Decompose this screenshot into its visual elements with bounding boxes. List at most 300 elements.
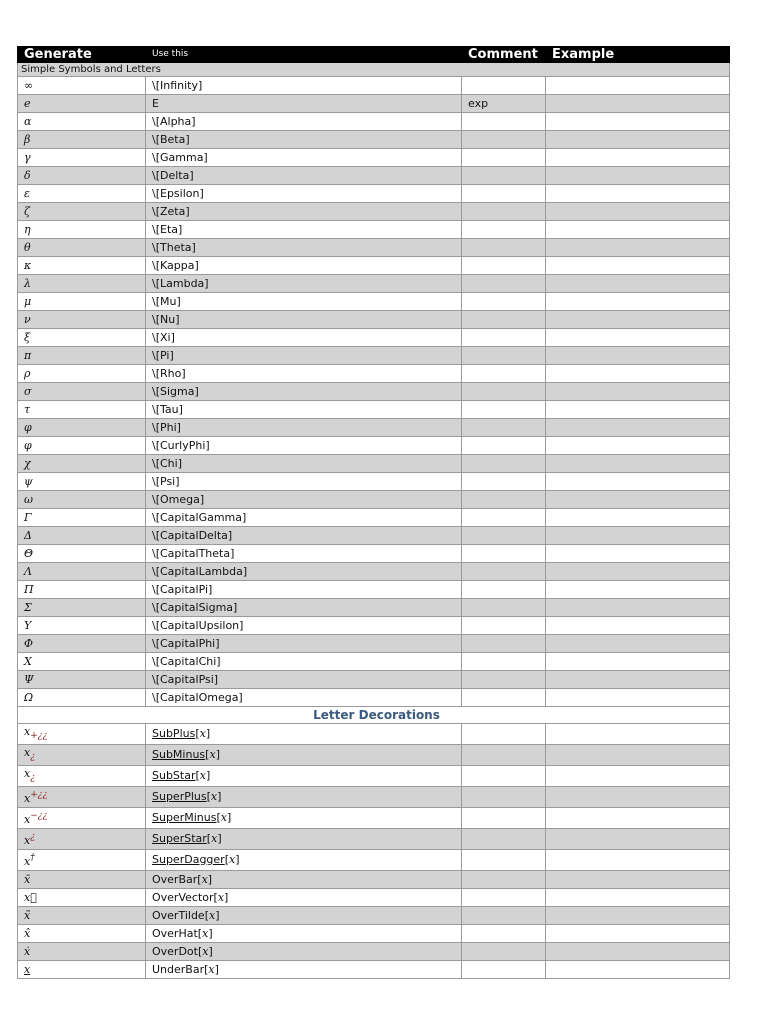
comment-cell: [462, 491, 546, 509]
table-row: [18, 745, 730, 766]
bracket-close: ]: [215, 748, 220, 761]
command-cell: [146, 829, 462, 850]
table-row: [18, 889, 730, 907]
bracket-close: ]: [208, 926, 213, 940]
comment-cell: [462, 257, 546, 275]
table-row: [18, 383, 730, 401]
bracket-close: ]: [226, 811, 232, 824]
bracket-close: ]: [205, 727, 211, 740]
table-row: [18, 943, 730, 961]
command-cell: [146, 787, 462, 808]
header-row: [18, 47, 730, 63]
function-link[interactable]: SubStar: [152, 769, 196, 782]
decoration-mark: +¿¿: [30, 790, 48, 800]
comment-cell: [462, 850, 546, 871]
table-row: [18, 131, 730, 149]
table-row: [18, 724, 730, 745]
symbol-base: ẋ: [24, 944, 31, 958]
function-arg: x: [202, 926, 209, 940]
table-row: [18, 491, 730, 509]
example-cell: [546, 599, 730, 617]
decoration-mark: +¿¿: [30, 731, 48, 741]
bracket-close: ]: [208, 944, 213, 958]
command-cell: \[CapitalPhi]: [146, 635, 462, 653]
comment-cell: [462, 925, 546, 943]
command-cell: \[Sigma]: [146, 383, 462, 401]
example-cell: [546, 527, 730, 545]
example-cell: [546, 275, 730, 293]
example-cell: [546, 365, 730, 383]
symbol-base: x: [24, 962, 31, 976]
comment-cell: [462, 113, 546, 131]
example-cell: [546, 635, 730, 653]
table-row: [18, 257, 730, 275]
symbol-base: x⃗: [24, 890, 37, 904]
function-name: OverBar: [152, 872, 198, 886]
bracket-close: ]: [215, 908, 220, 922]
decorated-symbol-cell: [18, 766, 146, 787]
function-arg: x: [210, 790, 218, 803]
command-cell: \[CapitalLambda]: [146, 563, 462, 581]
table-row: [18, 473, 730, 491]
example-cell: [546, 113, 730, 131]
example-cell: [546, 961, 730, 979]
table-row: [18, 617, 730, 635]
symbol-base: x: [24, 792, 31, 805]
comment-cell: [462, 581, 546, 599]
example-cell: [546, 829, 730, 850]
comment-cell: [462, 455, 546, 473]
example-cell: [546, 889, 730, 907]
function-arg: x: [209, 748, 216, 761]
symbol-cell: Λ: [18, 563, 146, 581]
symbol-cell: Ψ: [18, 671, 146, 689]
symbol-reference-table: [17, 46, 730, 979]
table-row: [18, 509, 730, 527]
bracket-close: ]: [235, 853, 240, 866]
command-cell: \[CapitalUpsilon]: [146, 617, 462, 635]
table-row: [18, 455, 730, 473]
example-cell: [546, 311, 730, 329]
comment-cell: [462, 689, 546, 707]
command-cell: \[Lambda]: [146, 275, 462, 293]
example-cell: [546, 77, 730, 95]
table-row: [18, 829, 730, 850]
bracket-close: ]: [206, 769, 211, 782]
command-cell: [146, 961, 462, 979]
function-arg: x: [202, 944, 209, 958]
symbol-cell: ψ: [18, 473, 146, 491]
table-row: [18, 293, 730, 311]
command-cell: \[Xi]: [146, 329, 462, 347]
function-name: OverHat: [152, 926, 198, 940]
example-cell: [546, 943, 730, 961]
example-cell: [546, 95, 730, 113]
table-row: [18, 850, 730, 871]
bracket-open: [: [197, 926, 203, 940]
function-name: UnderBar: [152, 962, 205, 976]
table-row: [18, 545, 730, 563]
decorated-symbol-cell: [18, 787, 146, 808]
table-row: [18, 149, 730, 167]
symbol-cell: Φ: [18, 635, 146, 653]
symbol-base: x: [24, 855, 31, 868]
comment-cell: [462, 671, 546, 689]
header-comment: Comment: [462, 47, 546, 63]
command-cell: \[Chi]: [146, 455, 462, 473]
comment-cell: [462, 745, 546, 766]
comment-cell: [462, 907, 546, 925]
command-cell: \[CapitalOmega]: [146, 689, 462, 707]
comment-cell: [462, 617, 546, 635]
symbol-cell: δ: [18, 167, 146, 185]
example-cell: [546, 545, 730, 563]
example-cell: [546, 808, 730, 829]
table-row: [18, 365, 730, 383]
command-cell: \[Theta]: [146, 239, 462, 257]
comment-cell: [462, 527, 546, 545]
bracket-open: [: [205, 748, 210, 761]
comment-cell: [462, 766, 546, 787]
table-row: [18, 581, 730, 599]
comment-cell: [462, 203, 546, 221]
command-cell: [146, 889, 462, 907]
command-cell: \[CapitalDelta]: [146, 527, 462, 545]
table-row: [18, 766, 730, 787]
symbol-cell: e: [18, 95, 146, 113]
comment-cell: [462, 329, 546, 347]
function-link[interactable]: SubMinus: [152, 748, 206, 761]
symbol-cell: τ: [18, 401, 146, 419]
symbol-cell: λ: [18, 275, 146, 293]
table-row: [18, 77, 730, 95]
command-cell: [146, 766, 462, 787]
bracket-close: ]: [214, 962, 219, 976]
section-title: Simple Symbols and Letters: [18, 63, 730, 77]
decorated-symbol-cell: [18, 829, 146, 850]
function-arg: x: [201, 872, 208, 886]
decorated-symbol-cell: [18, 724, 146, 745]
example-cell: [546, 850, 730, 871]
comment-cell: [462, 311, 546, 329]
table-row: [18, 635, 730, 653]
symbol-cell: ∞: [18, 77, 146, 95]
function-name: OverTilde: [152, 908, 205, 922]
section-header-symbols: [18, 63, 730, 77]
command-cell: \[Rho]: [146, 365, 462, 383]
function-link[interactable]: SuperStar: [152, 832, 207, 845]
comment-cell: [462, 808, 546, 829]
symbol-cell: ζ: [18, 203, 146, 221]
comment-cell: [462, 77, 546, 95]
example-cell: [546, 509, 730, 527]
comment-cell: [462, 724, 546, 745]
bracket-open: [: [197, 872, 202, 886]
comment-cell: [462, 943, 546, 961]
bracket-open: [: [204, 962, 209, 976]
function-arg: x: [229, 853, 236, 866]
comment-cell: [462, 829, 546, 850]
comment-cell: [462, 131, 546, 149]
comment-cell: exp: [462, 95, 546, 113]
function-name: OverVector: [152, 890, 214, 904]
example-cell: [546, 437, 730, 455]
example-cell: [546, 491, 730, 509]
comment-cell: [462, 437, 546, 455]
symbol-cell: ω: [18, 491, 146, 509]
symbol-base: x: [24, 813, 31, 826]
table-row: [18, 599, 730, 617]
decorated-symbol-cell: [18, 925, 146, 943]
table-row: [18, 808, 730, 829]
comment-cell: [462, 545, 546, 563]
command-cell: \[CapitalSigma]: [146, 599, 462, 617]
command-cell: \[Kappa]: [146, 257, 462, 275]
symbol-cell: σ: [18, 383, 146, 401]
symbol-base: x: [24, 834, 31, 847]
decoration-mark: ¿: [30, 773, 36, 783]
example-cell: [546, 329, 730, 347]
symbol-cell: α: [18, 113, 146, 131]
command-cell: [146, 850, 462, 871]
command-cell: \[CurlyPhi]: [146, 437, 462, 455]
comment-cell: [462, 383, 546, 401]
bracket-open: [: [216, 811, 221, 824]
decorated-symbol-cell: [18, 907, 146, 925]
comment-cell: [462, 635, 546, 653]
symbol-cell: ν: [18, 311, 146, 329]
symbol-cell: π: [18, 347, 146, 365]
example-cell: [546, 617, 730, 635]
bracket-open: [: [213, 890, 218, 904]
command-cell: \[Beta]: [146, 131, 462, 149]
symbol-cell: θ: [18, 239, 146, 257]
decorated-symbol-cell: [18, 961, 146, 979]
symbol-cell: φ: [18, 437, 146, 455]
symbol-cell: ξ: [18, 329, 146, 347]
header-use-this: Use this: [146, 47, 462, 63]
comment-cell: [462, 401, 546, 419]
bracket-open: [: [204, 908, 209, 922]
command-cell: \[CapitalPi]: [146, 581, 462, 599]
comment-cell: [462, 889, 546, 907]
table-row: [18, 907, 730, 925]
command-cell: \[Psi]: [146, 473, 462, 491]
example-cell: [546, 907, 730, 925]
example-cell: [546, 455, 730, 473]
command-cell: [146, 724, 462, 745]
command-cell: \[Mu]: [146, 293, 462, 311]
function-link[interactable]: SubPlus: [152, 727, 196, 740]
command-cell: \[Phi]: [146, 419, 462, 437]
table-row: [18, 329, 730, 347]
symbol-cell: ρ: [18, 365, 146, 383]
example-cell: [546, 167, 730, 185]
decorated-symbol-cell: [18, 889, 146, 907]
bracket-open: [: [206, 790, 211, 803]
decoration-mark: †: [30, 853, 35, 863]
example-cell: [546, 581, 730, 599]
comment-cell: [462, 599, 546, 617]
bracket-close: ]: [217, 832, 222, 845]
command-cell: [146, 808, 462, 829]
section-header-decorations: [18, 707, 730, 724]
example-cell: [546, 724, 730, 745]
example-cell: [546, 185, 730, 203]
table-row: [18, 113, 730, 131]
command-cell: \[Alpha]: [146, 113, 462, 131]
example-cell: [546, 221, 730, 239]
comment-cell: [462, 275, 546, 293]
example-cell: [546, 787, 730, 808]
example-cell: [546, 257, 730, 275]
example-cell: [546, 653, 730, 671]
comment-cell: [462, 961, 546, 979]
command-cell: [146, 925, 462, 943]
comment-cell: [462, 221, 546, 239]
symbol-cell: Γ: [18, 509, 146, 527]
function-arg: x: [217, 890, 225, 904]
function-arg: x: [199, 769, 207, 782]
function-arg: x: [209, 908, 216, 922]
symbol-cell: Υ: [18, 617, 146, 635]
decorated-symbol-cell: [18, 871, 146, 889]
example-cell: [546, 671, 730, 689]
symbol-cell: Θ: [18, 545, 146, 563]
symbol-base: x: [24, 725, 31, 738]
table-row: [18, 563, 730, 581]
symbol-cell: Π: [18, 581, 146, 599]
table-row: [18, 689, 730, 707]
table-row: [18, 653, 730, 671]
table-row: [18, 527, 730, 545]
symbol-base: x: [24, 767, 31, 780]
decoration-mark: ¿: [30, 832, 36, 842]
table-row: [18, 437, 730, 455]
symbol-base: x̃: [24, 908, 31, 922]
comment-cell: [462, 167, 546, 185]
symbol-cell: κ: [18, 257, 146, 275]
bracket-open: [: [197, 944, 203, 958]
table-row: [18, 95, 730, 113]
command-cell: [146, 943, 462, 961]
comment-cell: [462, 563, 546, 581]
table-row: [18, 347, 730, 365]
comment-cell: [462, 347, 546, 365]
command-cell: \[CapitalTheta]: [146, 545, 462, 563]
example-cell: [546, 766, 730, 787]
decorated-symbol-cell: [18, 745, 146, 766]
decoration-mark: −¿¿: [30, 811, 48, 821]
comment-cell: [462, 473, 546, 491]
command-cell: [146, 745, 462, 766]
command-cell: [146, 907, 462, 925]
function-arg: x: [211, 832, 218, 845]
symbol-cell: ε: [18, 185, 146, 203]
decorated-symbol-cell: [18, 808, 146, 829]
table-row: [18, 239, 730, 257]
table-body: [18, 63, 730, 979]
symbol-cell: φ: [18, 419, 146, 437]
bracket-open: [: [224, 853, 229, 866]
command-cell: \[Omega]: [146, 491, 462, 509]
header-generate: Generate: [18, 47, 146, 63]
decorated-symbol-cell: [18, 943, 146, 961]
bracket-open: [: [195, 769, 200, 782]
comment-cell: [462, 293, 546, 311]
command-cell: \[Infinity]: [146, 77, 462, 95]
example-cell: [546, 401, 730, 419]
symbol-cell: μ: [18, 293, 146, 311]
table-row: [18, 221, 730, 239]
symbol-cell: Σ: [18, 599, 146, 617]
function-link[interactable]: SuperPlus: [152, 790, 207, 803]
comment-cell: [462, 239, 546, 257]
command-cell: \[Eta]: [146, 221, 462, 239]
table-row: [18, 311, 730, 329]
command-cell: \[Pi]: [146, 347, 462, 365]
decorated-symbol-cell: [18, 850, 146, 871]
symbol-cell: Χ: [18, 653, 146, 671]
command-cell: \[Tau]: [146, 401, 462, 419]
function-link[interactable]: SuperMinus: [152, 811, 217, 824]
function-link[interactable]: SuperDagger: [152, 853, 225, 866]
example-cell: [546, 131, 730, 149]
symbol-cell: η: [18, 221, 146, 239]
decoration-mark: ¿: [30, 752, 36, 762]
bracket-close: ]: [224, 890, 229, 904]
section-title: Letter Decorations: [18, 707, 730, 724]
table-row: [18, 671, 730, 689]
example-cell: [546, 563, 730, 581]
table-row: [18, 871, 730, 889]
table-row: [18, 401, 730, 419]
comment-cell: [462, 419, 546, 437]
table-row: [18, 961, 730, 979]
symbol-cell: β: [18, 131, 146, 149]
bracket-open: [: [206, 832, 212, 845]
symbol-cell: γ: [18, 149, 146, 167]
symbol-cell: Ω: [18, 689, 146, 707]
function-arg: x: [220, 811, 227, 824]
symbol-base: x̂: [24, 926, 31, 940]
command-cell: \[Zeta]: [146, 203, 462, 221]
example-cell: [546, 347, 730, 365]
comment-cell: [462, 871, 546, 889]
example-cell: [546, 203, 730, 221]
table-row: [18, 925, 730, 943]
function-arg: x: [208, 962, 215, 976]
bracket-close: ]: [207, 872, 213, 886]
table-row: [18, 787, 730, 808]
example-cell: [546, 419, 730, 437]
command-cell: \[Nu]: [146, 311, 462, 329]
example-cell: [546, 689, 730, 707]
comment-cell: [462, 185, 546, 203]
example-cell: [546, 239, 730, 257]
comment-cell: [462, 365, 546, 383]
example-cell: [546, 745, 730, 766]
example-cell: [546, 383, 730, 401]
comment-cell: [462, 149, 546, 167]
bracket-open: [: [195, 727, 200, 740]
example-cell: [546, 293, 730, 311]
bracket-close: ]: [217, 790, 222, 803]
symbol-cell: Δ: [18, 527, 146, 545]
table-row: [18, 185, 730, 203]
example-cell: [546, 925, 730, 943]
table-row: [18, 167, 730, 185]
